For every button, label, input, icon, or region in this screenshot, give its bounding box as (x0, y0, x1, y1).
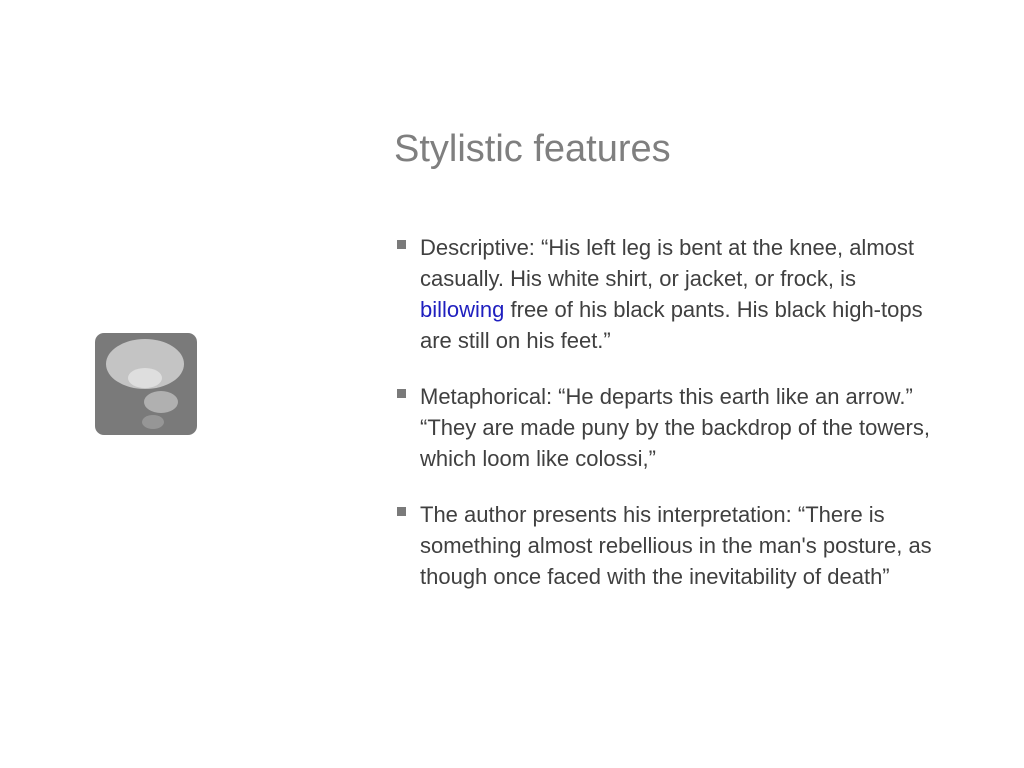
bullet-item-descriptive (396, 232, 936, 356)
square-bullet-icon (397, 507, 406, 516)
small-bubble (142, 415, 164, 429)
thought-bubble-graphic (95, 333, 197, 435)
slide-title: Stylistic features (394, 128, 671, 170)
highlighted-word: billowing (420, 297, 505, 322)
bullet-text-start: Descriptive: “His left leg is bent at the knee, almost casually. His white shirt, or jacket, or frock, is (420, 235, 914, 291)
square-bullet-icon (397, 240, 406, 249)
bubble-highlight (128, 368, 162, 388)
bullet-text-end: free of his black pants. His black high-tops are still on his feet.” (420, 297, 923, 353)
medium-bubble (144, 391, 178, 413)
bullet-list (396, 232, 936, 617)
bullet-text: The author presents his interpretation: “There is something almost rebellious in the man's posture, as though once faced with the inevitability of death” (420, 502, 932, 589)
square-bullet-icon (397, 389, 406, 398)
thought-bubble-icon (95, 333, 197, 435)
bullet-item-metaphorical (396, 381, 936, 474)
bullet-text: Metaphorical: “He departs this earth like an arrow.” “They are made puny by the backdrop of the towers, which loom like colossi,” (420, 384, 930, 471)
bullet-item-interpretation (396, 499, 936, 592)
